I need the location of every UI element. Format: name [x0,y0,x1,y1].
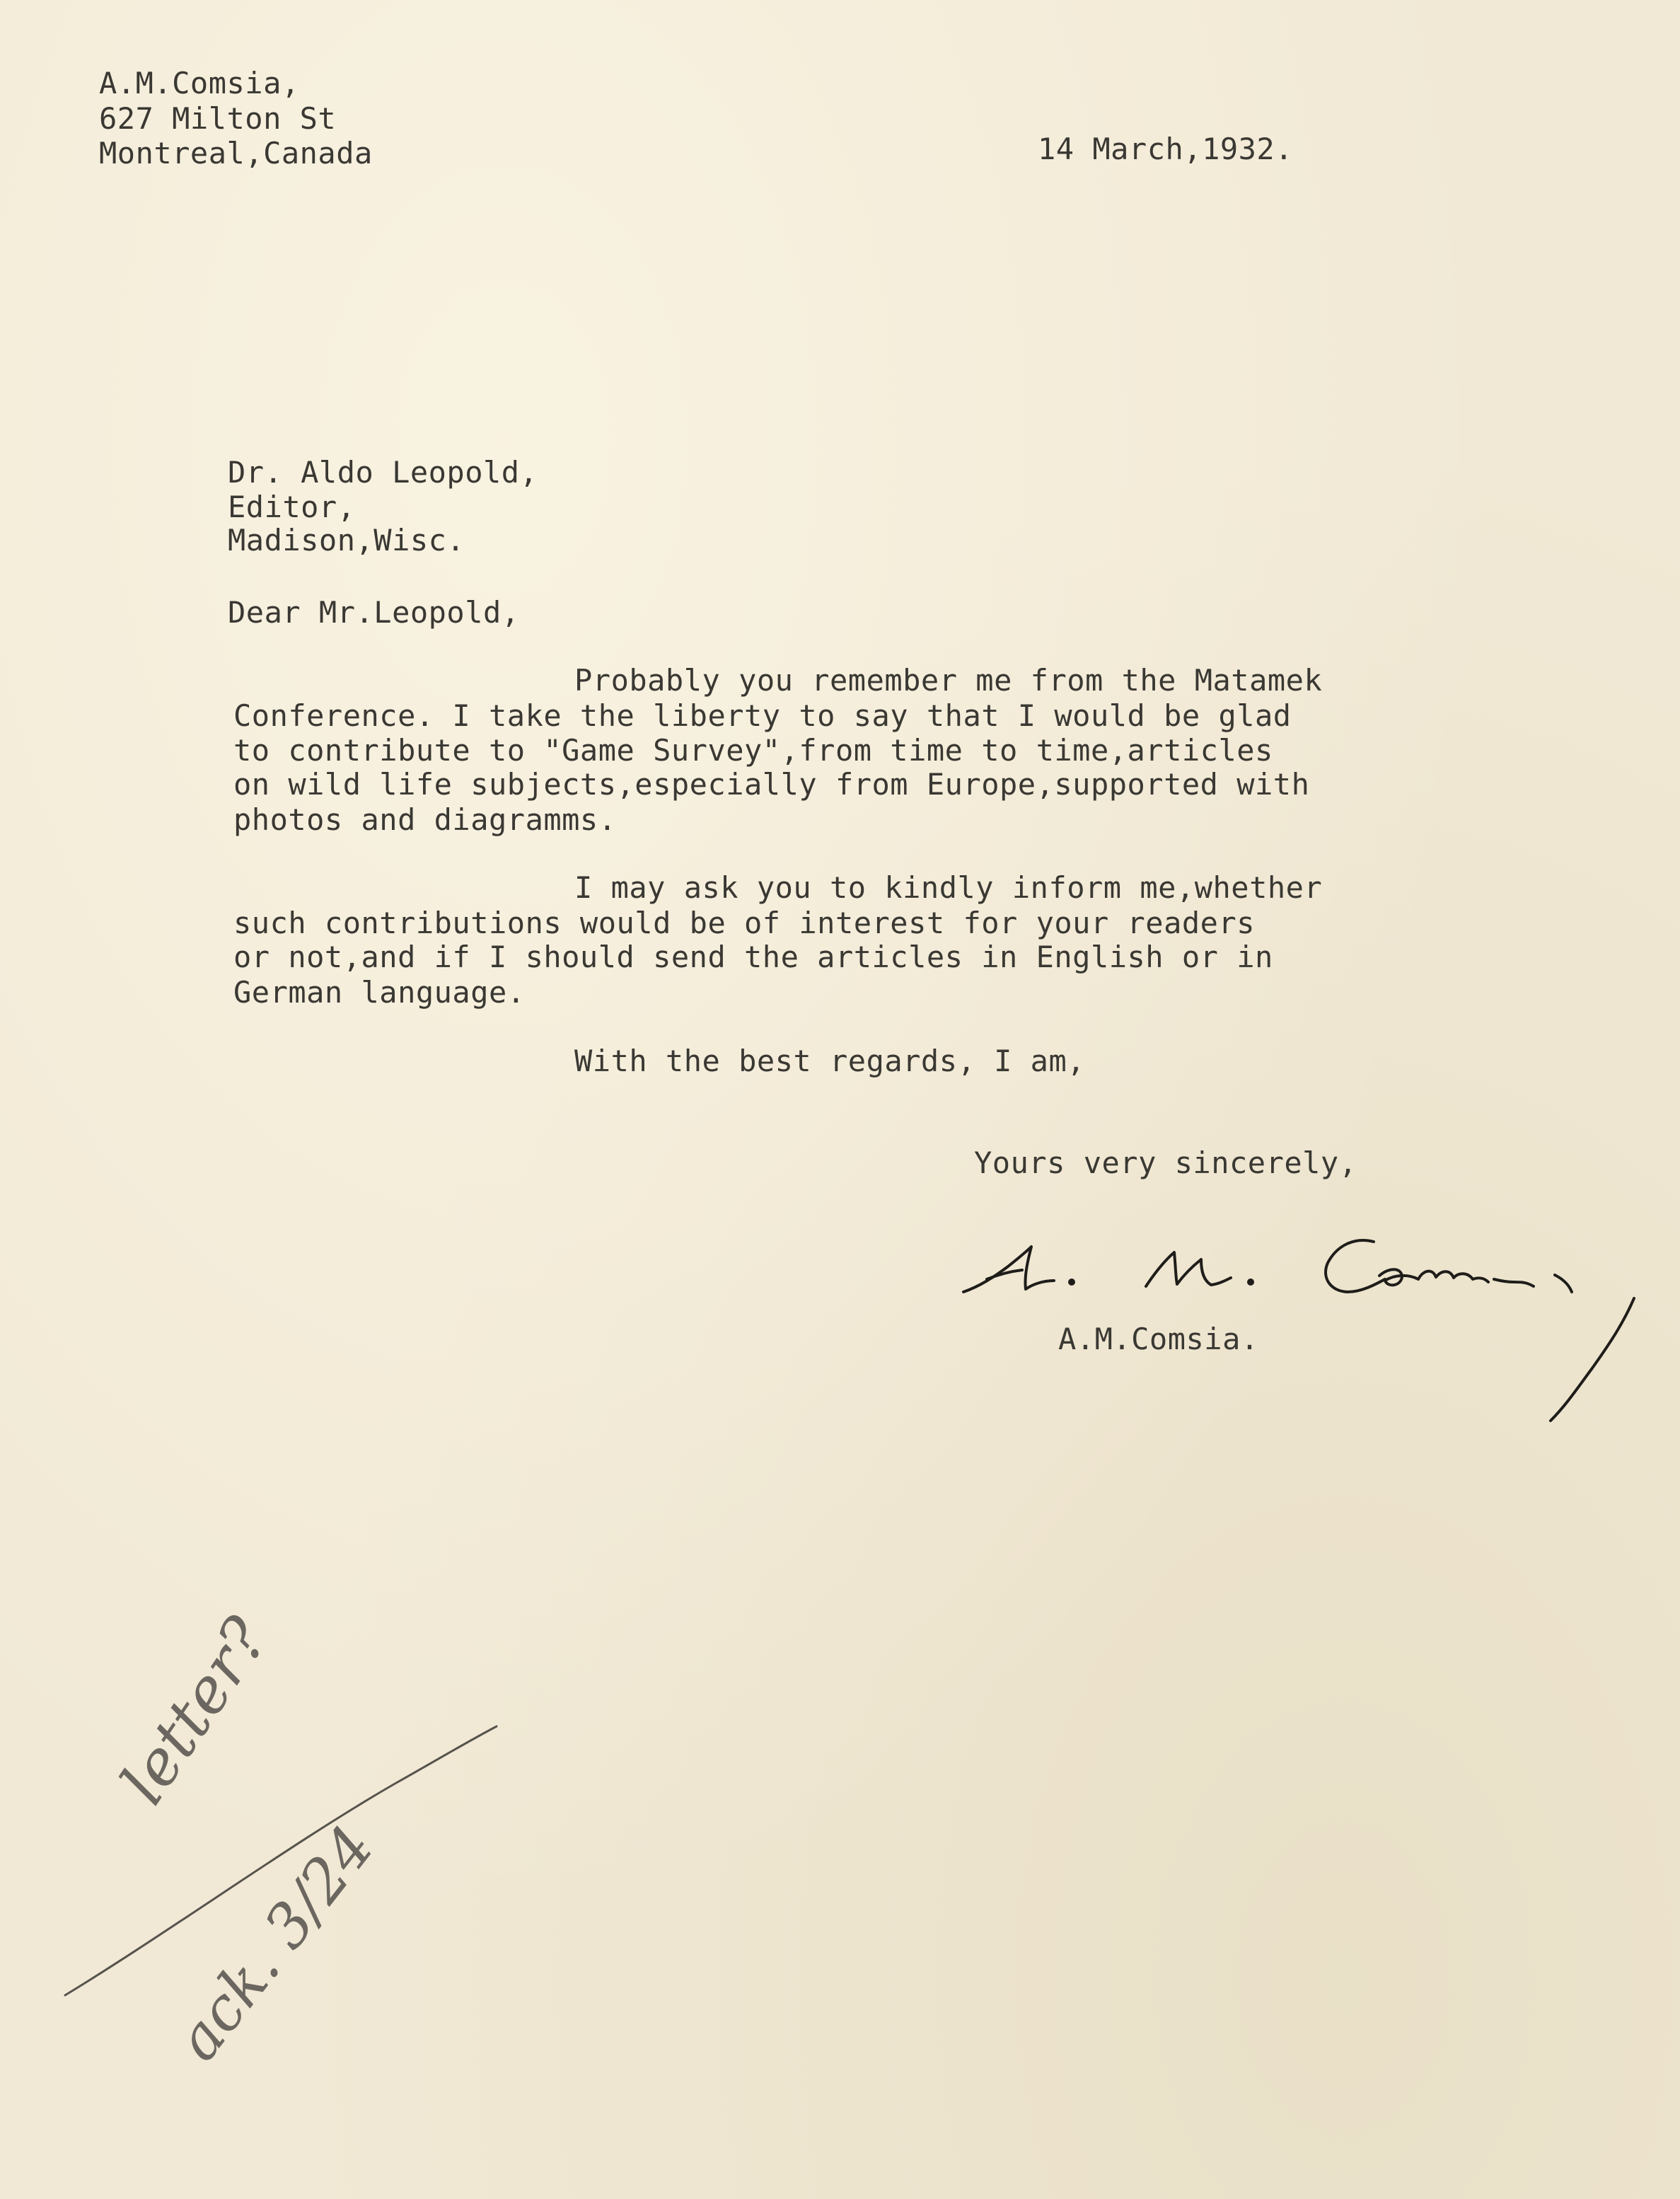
paragraph2-line: or not,and if I should send the articles in English or in [233,940,1273,974]
paragraph1-line: photos and diagramms. [233,802,617,837]
annotation-ack: ack. 3/24 [163,1813,388,2074]
paragraph1-line: Conference. I take the liberty to say that I would be glad [233,698,1292,733]
recipient-name: Dr. Aldo Leopold, [228,455,538,490]
annotation-letter: letter? [106,1604,282,1817]
sender-street: 627 Milton St [99,101,337,136]
letter-date: 14 March,1932. [1038,132,1294,166]
paragraph2-line: I may ask you to kindly inform me,whether [574,870,1323,905]
paragraph1-line: on wild life subjects,especially from Europe,supported with [233,767,1310,802]
salutation: Dear Mr.Leopold, [228,595,520,630]
paragraph2-line: such contributions would be of interest for your readers [233,906,1256,940]
paragraph1-line: Probably you remember me from the Matamek [574,663,1323,698]
sender-name: A.M.Comsia, [99,66,300,100]
typed-signature: A.M.Comsia. [1058,1322,1259,1356]
recipient-title: Editor, [228,490,356,524]
closing-line: Yours very sincerely, [974,1145,1357,1180]
sender-city: Montreal,Canada [99,136,373,171]
paragraph2-line: German language. [233,975,526,1010]
paragraph1-line: to contribute to "Game Survey",from time to time,articles [233,733,1273,768]
recipient-city: Madison,Wisc. [228,523,465,558]
regards-line: With the best regards, I am, [574,1044,1086,1078]
